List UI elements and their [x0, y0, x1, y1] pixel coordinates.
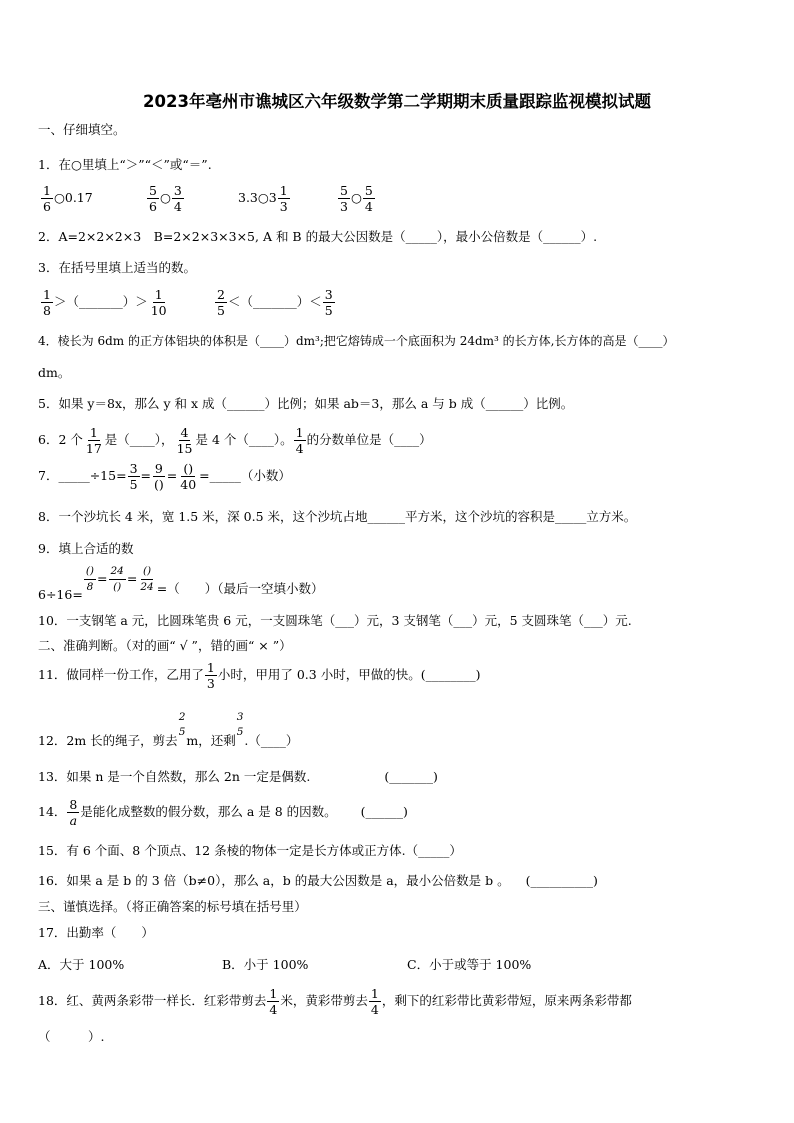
fraction: () 40 [180, 461, 197, 492]
fraction: $\frac{1}{4}$ [269, 986, 278, 1017]
section-heading-3: 三、谨慎选择。（将正确答案的标号填在括号里） [38, 899, 307, 914]
compare-text: ○0.17 [53, 190, 93, 205]
question-4-line-1: 4．棱长为 6dm 的正方体铝块的体积是（____）dm³;把它熔铸成一个底面积为 24dm³ 的长方体,长方体的高是（____） [38, 334, 675, 348]
fraction: $\frac{1}{6}$ [43, 183, 51, 214]
fraction: 3 5 [236, 711, 244, 738]
question-text: =_____（小数） [199, 468, 291, 483]
question-text: 的分数单位是（____） [306, 432, 432, 447]
fraction: $\frac{8}{a}$ [69, 797, 78, 828]
fraction: () 24 [140, 565, 154, 593]
compare-circle: ○ [350, 190, 362, 205]
fraction: $\frac{1}{4}$ [295, 425, 304, 456]
question-1-item-1 [40, 183, 93, 214]
question-15: 15．有 6 个面、8 个顶点、12 条棱的物体一定是长方体或正方体.（_____） [38, 843, 462, 858]
question-9-expression [38, 564, 324, 602]
equals-sign: = [140, 468, 151, 483]
question-text: 是（____）， [104, 432, 174, 447]
question-8: 8．一个沙坑长 4 米，宽 1.5 米，深 0.5 米，这个沙坑占地______平方米，这个沙坑的容积是_____立方米。 [38, 509, 637, 524]
fraction: 2 5 [178, 711, 186, 738]
question-text: 11．做同样一份工作，乙用了 [38, 667, 204, 682]
fraction: $\frac{1}{3}$ [206, 660, 215, 691]
question-text: 7．_____÷15= [38, 468, 127, 483]
fraction: $\frac{3}{5}$ [129, 461, 138, 492]
question-17-option-c: C．小于或等于 100% [407, 957, 532, 972]
question-1-text: 1．在○里填上“＞”“＜”或“＝”. [38, 157, 212, 172]
fraction: $\frac{3}{5}$ [324, 287, 333, 318]
page-title: 2023年亳州市谯城区六年级数学第二学期期末质量跟踪监视模拟试题 [143, 92, 651, 111]
question-1-item-3 [238, 183, 291, 214]
question-4-line-2: dm。 [38, 365, 71, 380]
equals-sign: = [166, 468, 178, 483]
fraction: $\frac{5}{6}$ [149, 183, 157, 214]
question-text: 米，黄彩带剪去 [280, 993, 368, 1008]
fraction: $\frac{3}{4}$ [173, 183, 182, 214]
question-1-item-2 [146, 183, 185, 214]
fraction: $\frac{1}{10}$ [150, 287, 167, 318]
question-14 [38, 797, 408, 828]
question-text: =（ ）（最后一空填小数） [156, 581, 324, 596]
fraction: $\frac{5}{3}$ [340, 183, 348, 214]
fraction: $\frac{2}{5}$ [217, 287, 225, 318]
answer-blank: (_______) [384, 769, 438, 784]
question-text: 6÷16= [38, 587, 83, 602]
answer-blank: (______) [360, 804, 408, 819]
section-heading-1: 一、仔细填空。 [38, 122, 126, 137]
question-9-text: 9．填上合适的数 [38, 541, 134, 556]
fraction: 24 () [110, 565, 124, 593]
question-17-text: 17．出勤率（ ） [38, 925, 154, 940]
fraction: $\frac{1}{8}$ [43, 287, 51, 318]
question-text: .（____） [244, 733, 299, 748]
question-text: 是 4 个（____）。 [195, 432, 293, 447]
question-text: 6．2 个 [38, 432, 83, 447]
fraction: 9 () [154, 461, 164, 492]
fraction: $\frac{5}{4}$ [364, 183, 373, 214]
fraction: $\frac{1}{17}$ [85, 425, 102, 456]
question-3-text: 3．在括号里填上适当的数。 [38, 260, 196, 275]
question-17-option-b: B．小于 100% [222, 957, 309, 972]
question-12 [38, 710, 299, 748]
question-1-item-4 [337, 183, 376, 214]
compare-text: 3.3○3 [238, 190, 277, 205]
answer-blank: ＞（_______）＞ [53, 294, 148, 309]
question-text: ，剩下的红彩带比黄彩带短，原来两条彩带都 [381, 993, 632, 1008]
question-18-line-2: （ ）. [38, 1029, 105, 1044]
question-text: 小时，甲用了 0.3 小时，甲做的快。(________) [217, 667, 481, 682]
question-7 [38, 461, 291, 492]
fraction: $\frac{1}{3}$ [279, 183, 288, 214]
question-text: 14． [38, 804, 67, 819]
question-5: 5．如果 y＝8x，那么 y 和 x 成（______）比例；如果 ab＝3，那么 a 与 b 成（______）比例。 [38, 396, 574, 411]
answer-blank: (__________) [525, 873, 598, 888]
question-text: 16．如果 a 是 b 的 3 倍（b≠0），那么 a，b 的最大公因数是 a，最小公倍数是 b 。 [38, 873, 510, 888]
question-text: m，还剩 [186, 733, 236, 748]
question-3-item-a [40, 287, 170, 318]
question-17-option-a: A．大于 100% [38, 957, 125, 972]
question-text: 12．2m 长的绳子，剪去 [38, 733, 178, 748]
section-heading-2: 二、准确判断。（对的画“ √ ”，错的画“ × ”） [38, 638, 292, 653]
compare-circle: ○ [159, 190, 171, 205]
question-2: 2．A=2×2×2×3 B=2×2×3×3×5, A 和 B 的最大公因数是（_____），最小公倍数是（______）. [38, 229, 598, 244]
question-13 [38, 768, 438, 786]
answer-blank: ＜（_______）＜ [227, 294, 322, 309]
question-text: 是能化成整数的假分数，那么 a 是 8 的因数。 [80, 804, 337, 819]
question-text: 18．红、黄两条彩带一样长．红彩带剪去 [38, 993, 267, 1008]
question-18-line-1 [38, 986, 632, 1017]
question-text: 13．如果 n 是一个自然数，那么 2n 一定是偶数. [38, 769, 311, 784]
equals-sign: = [97, 571, 108, 586]
question-11 [38, 660, 480, 691]
fraction: () 8 [85, 565, 95, 593]
question-6 [38, 425, 432, 456]
question-10: 10．一支钢笔 a 元，比圆珠笔贵 6 元，一支圆珠笔（___）元，3 支钢笔（___）元，5 支圆珠笔（___）元. [38, 613, 632, 628]
equals-sign: = [126, 571, 138, 586]
question-3-item-b [214, 287, 336, 318]
fraction: $\frac{4}{15}$ [176, 425, 193, 456]
question-16 [38, 872, 598, 890]
fraction: $\frac{1}{4}$ [370, 986, 379, 1017]
